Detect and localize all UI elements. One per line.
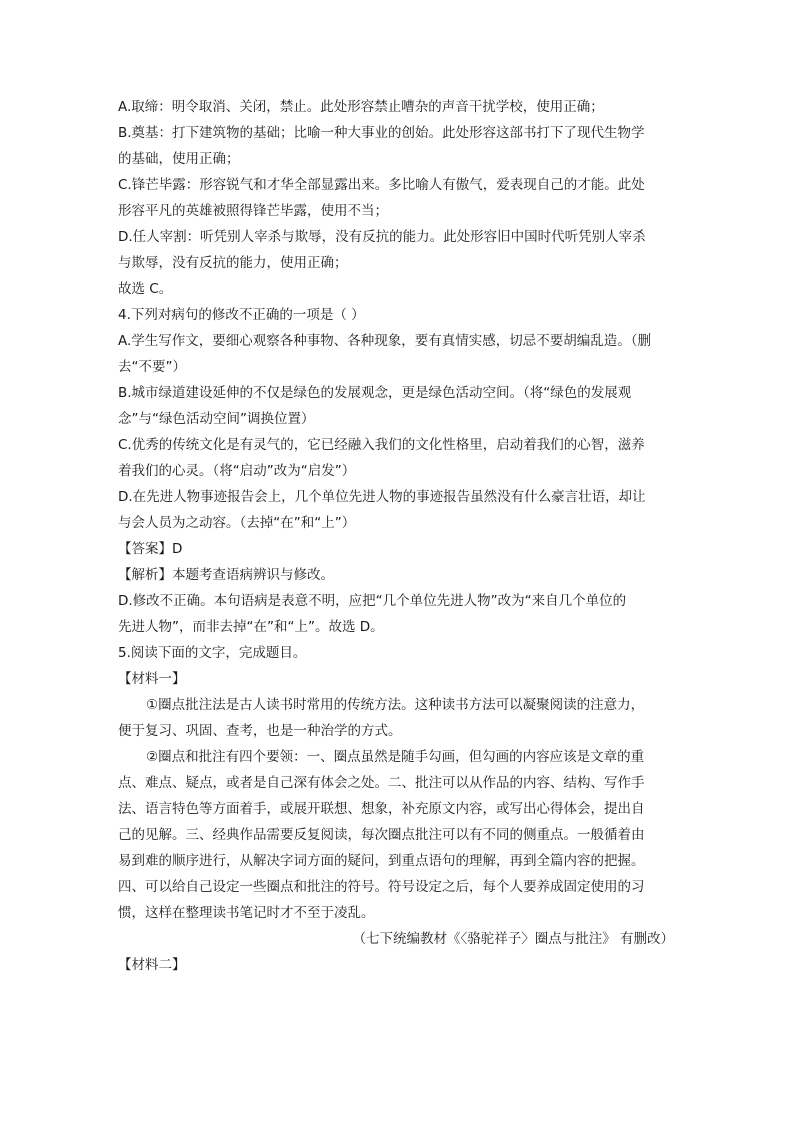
material-1-paragraph-1-line2: 便于复习、巩固、查考，也是一种治学的方式。 [118,723,402,739]
material-2-title: 【材料二】 [118,957,186,973]
document-body [118,94,674,978]
question-4-option-a-line2: 去“不要”） [118,359,186,375]
material-1-paragraph-2-line5: 易到难的顺序进行，从解决字词方面的疑问，到重点语句的理解，再到全篇内容的把握。 [118,853,645,869]
question-4-option-c-line2: 着我们的心灵。（将“启动”改为“启发”） [118,463,356,479]
material-1-paragraph-2-line7: 惯，这样在整理读书笔记时才不至于凌乱。 [118,905,375,921]
option-c-explanation-line2: 形容平凡的英雄被照得锋芒毕露，使用不当； [118,203,388,219]
material-1-paragraph-2-line4: 己的见解。三、经典作品需要反复阅读，每次圈点批注可以有不同的侧重点。一般循着由 [118,827,645,843]
option-d-explanation-line2: 与欺辱，没有反抗的能力，使用正确； [118,255,348,271]
question-4-option-b-line1: B.城市绿道建设延伸的不仅是绿色的发展观念，更是绿色活动空间。（将“绿色的发展观 [118,385,632,401]
option-c-explanation-line1: C.锋芒毕露：形容锐气和才华全部显露出来。多比喻人有傲气，爱表现自己的才能。此处 [118,177,645,193]
option-b-explanation-line2: 的基础，使用正确； [118,151,240,167]
option-b-explanation-line1: B.奠基：打下建筑物的基础；比喻一种大事业的创始。此处形容这部书打下了现代生物学 [118,125,645,141]
option-a-explanation: A.取缔：明令取消、关闭，禁止。此处形容禁止嘈杂的声音干扰学校，使用正确； [118,99,604,115]
question-4-option-a-line1: A.学生写作文，要细心观察各种事物、各种现象，要有真情实感，切忌不要胡编乱造。（删 [118,333,652,349]
question-4-option-d-line1: D.在先进人物事迹报告会上，几个单位先进人物的事迹报告虽然没有什么豪言壮语，却让 [118,489,646,505]
question-4-answer: 【答案】D [118,541,183,557]
option-d-explanation-line1: D.任人宰割：听凭别人宰杀与欺辱，没有反抗的能力。此处形容旧中国时代听凭别人宰杀 [118,229,646,245]
question-4-option-d-line2: 与会人员为之动容。（去掉“在”和“上”） [118,515,356,531]
question-4-option-c-line1: C.优秀的传统文化是有灵气的，它已经融入我们的文化性格里，启动着我们的心智，滋养 [118,437,645,453]
question-4-option-b-line2: 念”与“绿色活动空间”调换位置） [118,411,315,427]
material-1-paragraph-2-line2: 点、难点、疑点，或者是自己深有体会之处。二、批注可以从作品的内容、结构、写作手 [118,775,645,791]
question-4-explanation-line2: 先进人物”，而非去掉“在”和“上”。故选 D。 [118,619,384,635]
question-5-stem: 5.阅读下面的文字，完成题目。 [118,645,307,661]
material-1-paragraph-2-line1: ②圈点和批注有四个要领：一、圈点虽然是随手勾画，但勾画的内容应该是文章的重 [146,749,645,765]
material-1-paragraph-1-line1: ①圈点批注法是古人读书时常用的传统方法。这种读书方法可以凝聚阅读的注意力， [146,697,645,713]
question-4-stem: 4.下列对病句的修改不正确的一项是（ ） [118,307,365,323]
material-1-paragraph-2-line6: 四、可以给自己设定一些圈点和批注的符号。符号设定之后，每个人要养成固定使用的习 [118,879,645,895]
question-4-explanation-line1: D.修改不正确。本句语病是表意不明，应把“几个单位先进人物”改为“来自几个单位的 [118,593,627,609]
material-1-source: （七下统编教材《〈骆驼祥子〉圈点与批注》 有删改） [352,931,674,947]
previous-question-conclusion: 故选 C。 [118,281,173,297]
material-1-paragraph-2-line3: 法、语言特色等方面着手，或展开联想、想象，补充原文内容，或写出心得体会，提出自 [118,801,645,817]
material-1-title: 【材料一】 [118,671,186,687]
question-4-analysis: 【解析】本题考查语病辨识与修改。 [118,567,334,583]
